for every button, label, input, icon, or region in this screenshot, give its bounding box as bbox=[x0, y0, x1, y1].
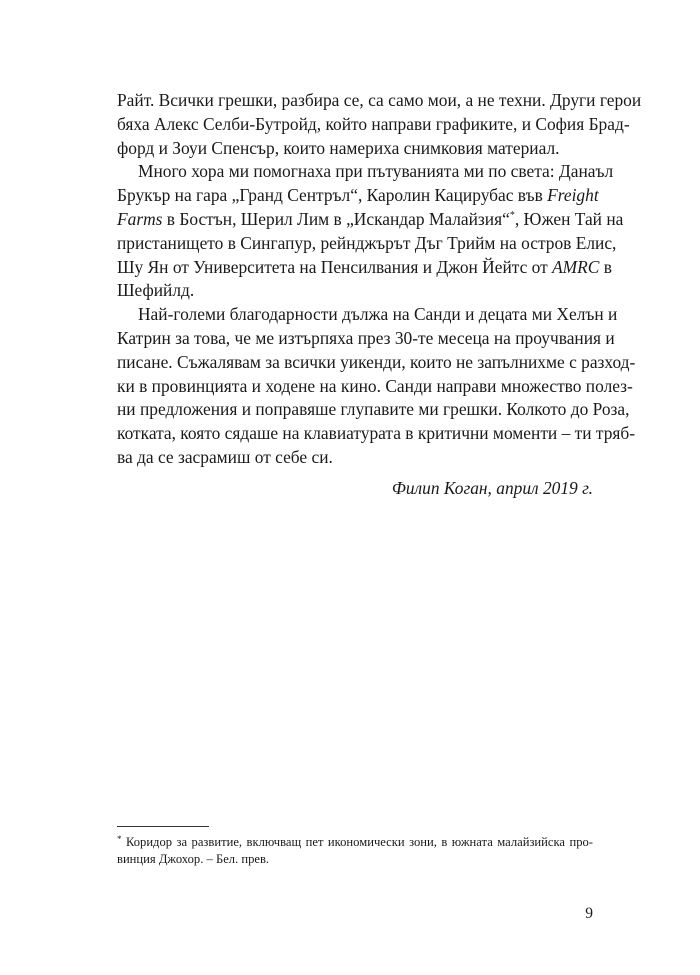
text-line: Райт. Всички грешки, разбира се, са само мои, а не техни. Други герои bbox=[117, 90, 642, 110]
italic-term: Farms bbox=[117, 208, 163, 229]
text-line: форд и Зоуи Спенсър, които намериха снимковия материал. bbox=[117, 137, 560, 158]
footnote-divider bbox=[117, 826, 209, 827]
text-line: пристанището в Сингапур, рейнджърът Дъг Трийм на остров Елис, bbox=[117, 232, 617, 253]
text-line: ки в провинцията и ходене на кино. Санди направи множество полез- bbox=[117, 375, 633, 396]
italic-term: Freight bbox=[547, 185, 599, 206]
text-line: ни предложения и поправяше глупавите ми грешки. Колкото до Роза, bbox=[117, 399, 630, 420]
footnote-text: Коридор за развитие, включващ пет икономически зони, в южната малайзийска про- bbox=[125, 835, 593, 849]
text-line: бяха Алекс Селби-Бутройд, който направи графиките, и София Брад- bbox=[117, 113, 630, 134]
text-line: писане. Съжалявам за всички уикенди, които не запълнихме с разход- bbox=[117, 351, 636, 372]
text-line: Много хора ми помогнаха при пътуванията ми по света: Данаъл bbox=[138, 161, 614, 182]
text-line: ва да се засрамиш от себе си. bbox=[117, 446, 333, 467]
italic-term: AMRC bbox=[552, 256, 600, 277]
footnote-reference: * bbox=[509, 209, 515, 221]
text-line bbox=[117, 208, 624, 232]
text-segment: Шу Ян от Университета на Пенсилвания и Джон Йейтс от bbox=[117, 256, 548, 277]
footnote bbox=[117, 834, 593, 868]
footnote-line bbox=[117, 834, 593, 851]
text-line bbox=[117, 256, 612, 280]
main-text bbox=[117, 89, 642, 470]
text-line: Най-големи благодарности дължа на Санди и децата ми Хелън и bbox=[138, 304, 618, 325]
text-line bbox=[117, 184, 599, 208]
text-line: Шефийлд. bbox=[117, 280, 195, 301]
text-line: котката, която сядаше на клавиатурата в критични моменти – ти тряб- bbox=[117, 423, 636, 444]
text-segment: в Бостън, Шерил Лим в „Искандар Малайзия“ bbox=[166, 208, 510, 229]
author-signature: Филип Коган, април 2019 г. bbox=[391, 478, 593, 498]
footnote-line: винция Джохор. – Бел. прев. bbox=[117, 852, 270, 866]
text-line: Катрин за това, че ме изтърпяха през 30-те месеца на проучвания и bbox=[117, 327, 615, 348]
text-segment: в bbox=[603, 256, 612, 277]
text-segment: , Южен Тай на bbox=[514, 208, 624, 229]
text-segment: Брукър на гара „Гранд Сентръл“, Каролин Кацирубас във bbox=[117, 185, 543, 206]
footnote-mark: * bbox=[117, 834, 122, 844]
page-number: 9 bbox=[585, 905, 593, 922]
